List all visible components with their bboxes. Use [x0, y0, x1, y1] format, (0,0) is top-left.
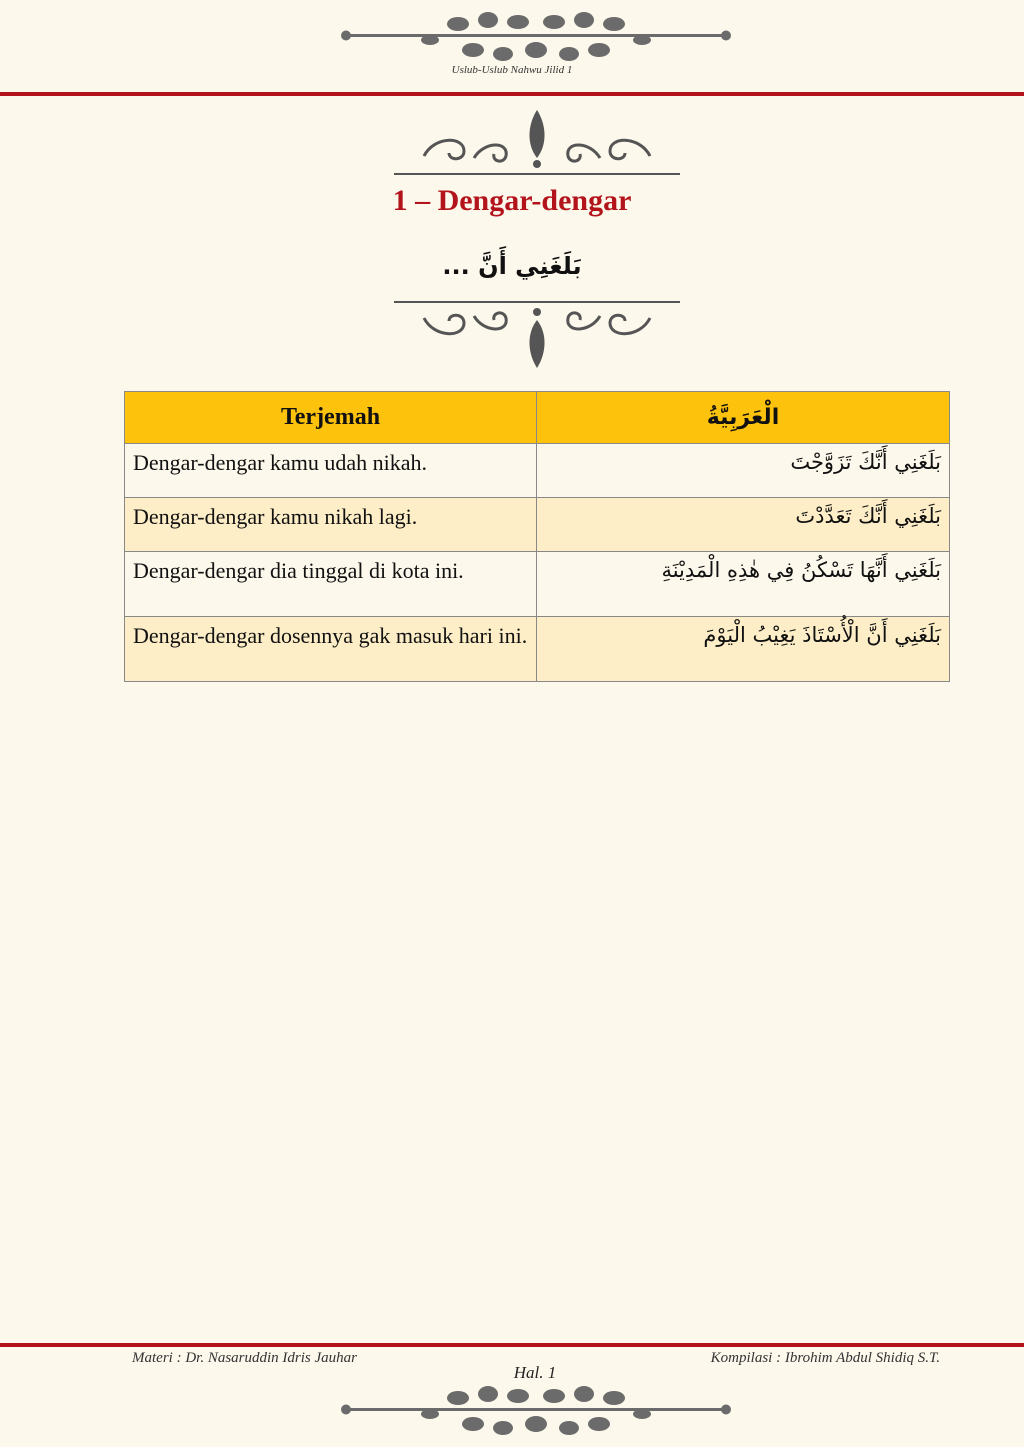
- table-row: [125, 552, 950, 617]
- table-row: [125, 498, 950, 552]
- column-header-translation: Terjemah: [125, 392, 537, 444]
- arabic-cell: بَلَغَنِي أَنَّهَا تَسْكُنُ فِي هٰذِهِ الْمَدِيْنَةِ: [537, 552, 950, 617]
- translation-table: [124, 391, 950, 682]
- translation-cell: Dengar-dengar dosennya gak masuk hari ini.: [125, 617, 537, 682]
- arabic-cell: بَلَغَنِي أَنَّكَ تَزَوَّجْتَ: [537, 444, 950, 498]
- page-number: Hal. 1: [513, 1363, 557, 1382]
- column-header-arabic: الْعَرَبِيَّةُ: [537, 392, 950, 444]
- chapter-title: 1 – Dengar-dengar: [392, 184, 632, 217]
- chapter-arabic-title: بَلَغَنِي أَنَّ ...: [442, 252, 582, 280]
- leafy-vine-ornament-icon: [338, 10, 734, 64]
- header-rule: [0, 92, 1024, 96]
- flourish-ornament-top-icon: [394, 106, 680, 178]
- arabic-cell: بَلَغَنِي أَنَّ الْأُسْتَاذَ يَغِيْبُ الْيَوْمَ: [537, 617, 950, 682]
- footer-kompilasi: Kompilasi : Ibrohim Abdul Shidiq S.T.: [710, 1350, 940, 1366]
- table-header-row: [125, 392, 950, 444]
- translation-cell: Dengar-dengar kamu nikah lagi.: [125, 498, 537, 552]
- flourish-ornament-bottom-icon: [394, 298, 680, 372]
- table-row: [125, 617, 950, 682]
- footer-materi: Materi : Dr. Nasaruddin Idris Jauhar: [132, 1350, 358, 1366]
- arabic-cell: بَلَغَنِي أَنَّكَ تَعَدَّدْتَ: [537, 498, 950, 552]
- leafy-vine-footer-ornament-icon: [338, 1384, 734, 1438]
- translation-cell: Dengar-dengar kamu udah nikah.: [125, 444, 537, 498]
- footer-rule: [0, 1343, 1024, 1347]
- translation-cell: Dengar-dengar dia tinggal di kota ini.: [125, 552, 537, 617]
- table-row: [125, 444, 950, 498]
- running-title: Uslub-Uslub Nahwu Jilid 1: [451, 64, 573, 76]
